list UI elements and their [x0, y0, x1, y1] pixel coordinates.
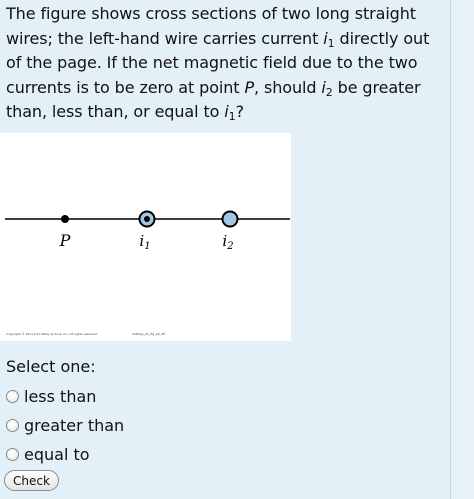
answer-options — [6, 382, 124, 469]
question-text — [6, 2, 446, 125]
wire-diagram — [0, 133, 291, 341]
wire-1-label — [139, 232, 150, 252]
wire-2-circle — [223, 212, 238, 227]
current-subscript: 2 — [325, 85, 333, 99]
select-prompt: Select one: — [6, 357, 96, 376]
radio-button[interactable] — [6, 390, 19, 403]
copyright-note: Copyright © 2011 John Wiley & Sons, Inc. All rights reserved. — [6, 332, 98, 336]
current-symbol: i — [321, 77, 326, 97]
radio-button[interactable] — [6, 448, 19, 461]
current-symbol: i — [224, 102, 229, 121]
current-subscript: 1 — [327, 36, 335, 50]
wire-2-label — [222, 232, 233, 252]
wire-1-symbol: i — [139, 232, 145, 250]
question-text-part: ? — [235, 102, 244, 121]
option-label: less than — [24, 387, 97, 406]
radio-button[interactable] — [6, 419, 19, 432]
question-text-part: directly out of the page. If the net magnetic field due to the two currents is to be zero at point — [6, 28, 430, 97]
current-symbol: i — [323, 28, 328, 48]
question-text-part: be greater than, less than, or equal to — [6, 77, 421, 121]
option-greater-than[interactable] — [6, 411, 124, 440]
option-label: greater than — [24, 416, 125, 435]
question-text-part: , should — [254, 77, 322, 97]
current-subscript: 1 — [228, 110, 236, 123]
current-out-of-page-dot — [144, 216, 150, 222]
point-symbol: P — [244, 77, 255, 97]
wire-2-subscript: 2 — [227, 241, 234, 252]
option-equal-to[interactable] — [6, 440, 124, 469]
wire-figure — [0, 133, 291, 341]
check-button[interactable]: Check — [4, 470, 59, 491]
question-text-part: The figure shows cross sections of two long straight wires; the left-hand wire carries current — [6, 4, 416, 48]
wire-2-symbol: i — [222, 232, 228, 250]
point-p-label: P — [59, 231, 71, 250]
wire-1-subscript: 1 — [144, 241, 151, 252]
point-p-dot — [61, 215, 69, 223]
option-less-than[interactable] — [6, 382, 124, 411]
figure-source-ref: halliday_9e_fig_29_38 — [132, 332, 165, 336]
option-label: equal to — [24, 445, 90, 464]
